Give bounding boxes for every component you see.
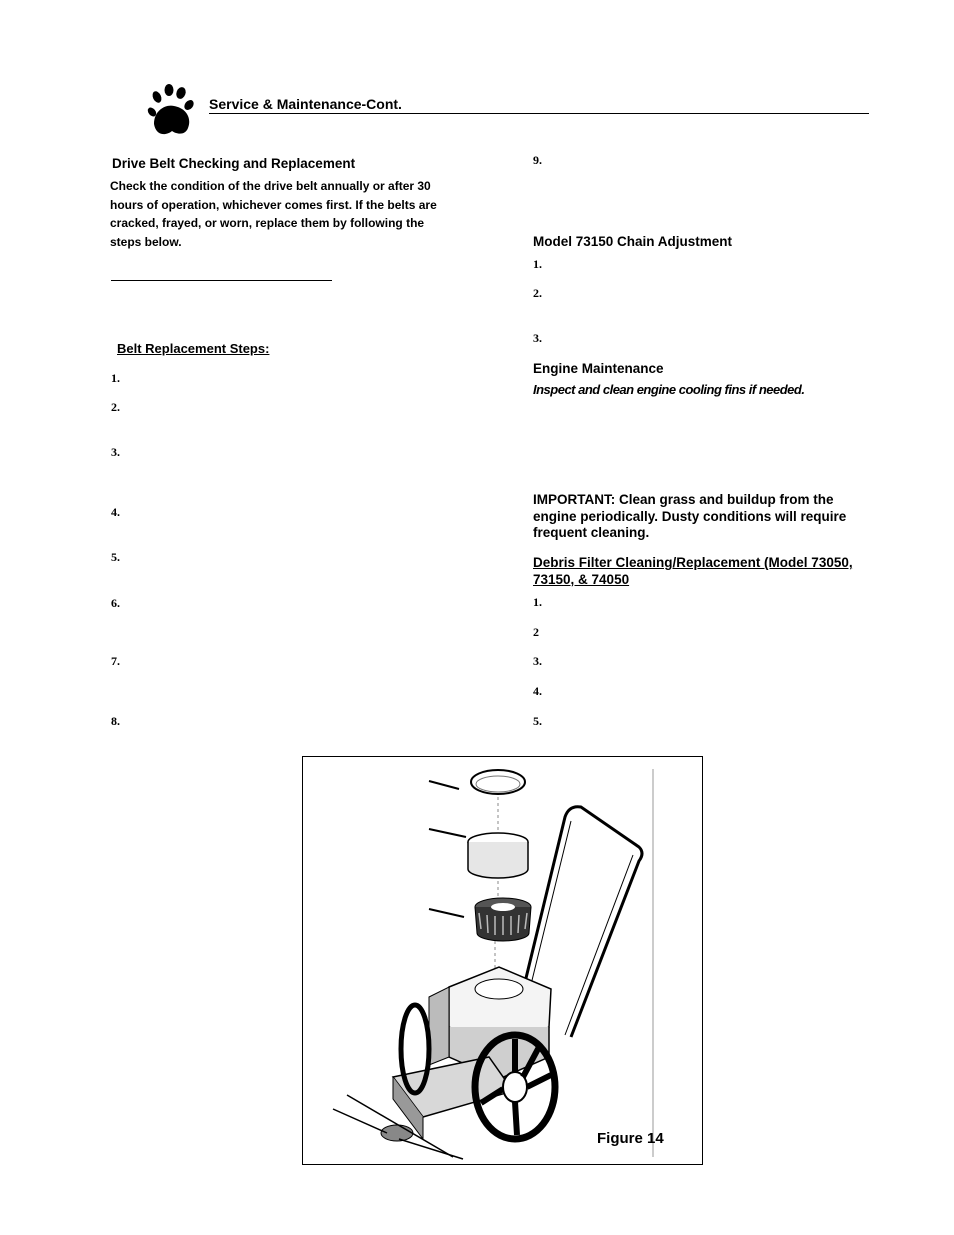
page-header-title: Service & Maintenance-Cont. bbox=[209, 96, 402, 112]
body-line: hours of operation, whichever comes first. If the belts are bbox=[110, 197, 437, 212]
chain-adjustment-heading: Model 73150 Chain Adjustment bbox=[533, 234, 733, 249]
figure-14-frame bbox=[302, 756, 703, 1165]
heading-line: 73150, & 74050 bbox=[533, 572, 630, 587]
important-line: engine periodically. Dusty conditions will require bbox=[533, 508, 847, 524]
engine-maintenance-note: Inspect and clean engine cooling fins if needed. bbox=[533, 382, 805, 397]
body-line: cracked, frayed, or worn, replace them by following the bbox=[110, 216, 425, 231]
belt-steps-heading: Belt Replacement Steps: bbox=[117, 341, 270, 356]
header-divider bbox=[209, 113, 869, 114]
trimmer-illustration bbox=[303, 757, 701, 1163]
section-rule bbox=[111, 280, 332, 281]
step-number: 3. bbox=[533, 331, 542, 345]
step-number: 4. bbox=[111, 505, 120, 519]
step-number: 5. bbox=[111, 550, 120, 564]
heading-line: Debris Filter Cleaning/Replacement (Model 73050, bbox=[533, 555, 853, 570]
engine-maintenance-heading: Engine Maintenance bbox=[533, 361, 664, 376]
step-number: 1. bbox=[533, 257, 542, 271]
important-note bbox=[533, 492, 846, 542]
step-number: 7. bbox=[111, 654, 120, 668]
drive-belt-heading: Drive Belt Checking and Replacement bbox=[112, 156, 356, 171]
drive-belt-body bbox=[110, 177, 437, 252]
figure-caption: Figure 14 bbox=[597, 1130, 664, 1147]
debris-filter-heading bbox=[533, 554, 853, 588]
step-number: 5. bbox=[533, 714, 542, 728]
step-number: 1. bbox=[533, 595, 542, 609]
body-line: Check the condition of the drive belt annually or after 30 bbox=[110, 179, 431, 193]
body-line: steps below. bbox=[110, 235, 182, 250]
step-number: 8. bbox=[111, 714, 120, 728]
step-number: 1. bbox=[111, 371, 120, 385]
important-line: frequent cleaning. bbox=[533, 525, 650, 540]
step-number: 4. bbox=[533, 684, 542, 698]
step-number: 2 bbox=[533, 625, 539, 639]
step-number: 6. bbox=[111, 596, 120, 610]
step-number: 3. bbox=[111, 445, 120, 459]
step-number: 3. bbox=[533, 654, 542, 668]
step-number: 2. bbox=[111, 400, 120, 414]
paw-print-logo bbox=[146, 84, 196, 136]
step-number: 9. bbox=[533, 153, 542, 167]
step-number: 2. bbox=[533, 286, 542, 300]
important-line: IMPORTANT: Clean grass and buildup from the bbox=[533, 492, 834, 507]
